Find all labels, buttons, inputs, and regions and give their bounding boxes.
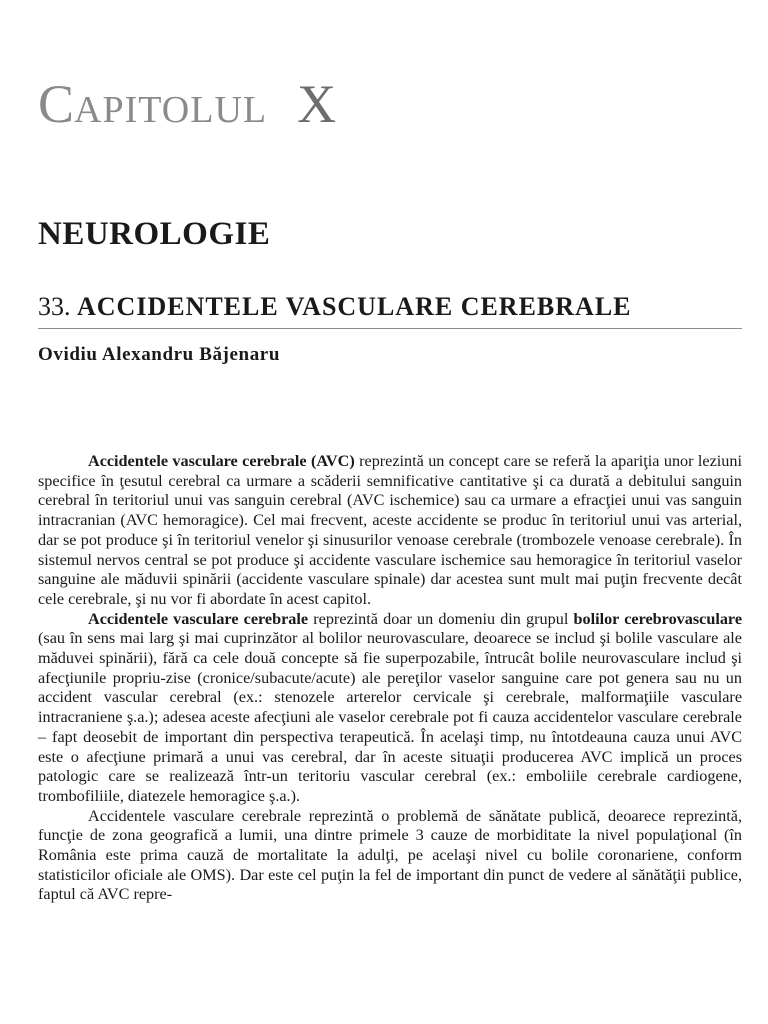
text-segment: Accidentele vasculare cerebrale (AVC) [88, 452, 355, 470]
subchapter-number: 33. [38, 292, 71, 321]
text-segment: bolilor cerebrovasculare [573, 609, 742, 628]
subchapter-heading [38, 288, 742, 326]
subchapter-title: ACCIDENTELE VASCULARE CEREBRALE [77, 292, 632, 321]
text-segment: (sau în sens mai larg şi mai cuprinzător al bolilor neurovasculare, deoarece se includ şi bolile vasculare ale măduvei spinării), fără ca cele două concepte să fie superpozabile, întrucât bolile neurovasculare includ şi afecţiunile propriu-zise (cronice/subacute/acute) ale pereţilor vaselor sanguine care pot genera sau nu un accident vascular cerebral (ex.: stenozele arterelor cervicale şi cerebrale, malformaţiile vasculare intracraniene ş.a.); adesea aceste afecţiuni ale vaselor cerebrale pot fi cauza accidentelor vasculare cerebrale – fapt deosebit de important din perspectiva terapeutică. În acelaşi timp, nu întotdeauna cauza unui AVC este o afecţiune primară a unui vas cerebral, dar în aceste situaţii producerea AVC implică un proces patologic care se realizează într-un teritoriu vascular cerebral (ex.: emboliile cerebrale cardiogene, trombofiliile, diatezele hemoragice ş.a.). [38, 629, 742, 805]
text-segment: reprezintă doar un domeniu din grupul [308, 609, 574, 628]
section-title: NEUROLOGIE [38, 216, 271, 252]
heading-divider [38, 328, 742, 329]
author-name: Ovidiu Alexandru Băjenaru [38, 344, 280, 365]
paragraph [38, 452, 742, 610]
document-page [38, 0, 742, 1024]
body-text [38, 452, 742, 905]
chapter-heading [38, 72, 336, 142]
chapter-initial: C [38, 74, 75, 134]
text-segment: Accidentele vasculare cerebrale [88, 609, 309, 628]
paragraph [38, 807, 742, 906]
chapter-number: X [297, 74, 337, 134]
chapter-word: APITOLUL [74, 89, 268, 131]
paragraph [38, 610, 742, 807]
text-segment: reprezintă un concept care se referă la apariţia unor leziuni specifice în ţesutul cerebral ca urmare a scăderii semnificative cantitative şi ca durată a debitului sanguin cerebral în teritoriul unui vas sanguin cerebral (AVC ischemice) sau ca urmare a efracţiei unui vas sanguin intracranian (AVC hemoragice). Cel mai frecvent, aceste accidente se produc în teritoriul unui vas arterial, dar se pot produce şi în teritoriul venelor şi sinusurilor venoase cerebrale (trombozele venoase cerebrale). În sistemul nervos central se pot produce şi accidente vasculare ischemice sau hemoragice în teritoriul vaselor sanguine ale măduvii spinării (accidente vasculare spinale) dar acestea sunt mult mai puţin frecvente decât cele cerebrale, şi nu vor fi abordate în acest capitol. [38, 452, 742, 608]
text-segment: Accidentele vasculare cerebrale reprezintă o problemă de sănătate publică, deoarece reprezintă, funcţie de zona geografică a lumii, una dintre primele 3 cauze de morbiditate la nivel populaţional (în România este prima cauză de mortalitate la adulţi, pe acelaşi nivel cu bolile coronariene, conform statisticilor oficiale ale OMS). Dar este cel puţin la fel de important din punct de vedere al sănătăţii publice, faptul că AVC repre- [38, 806, 742, 904]
